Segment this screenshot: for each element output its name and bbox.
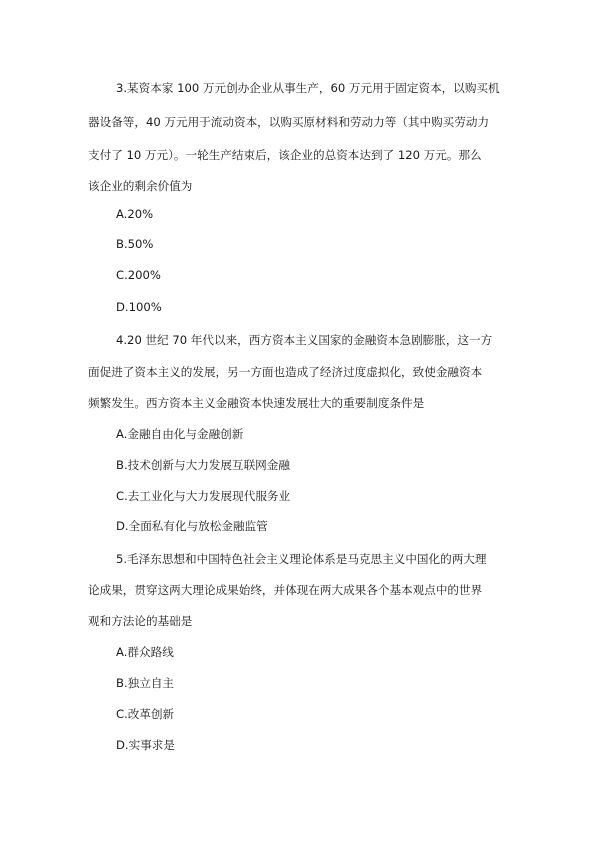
question-4-option-d: D.全面私有化与放松金融监管 — [116, 519, 268, 533]
question-3-stem-line-2: 器设备等，40 万元用于流动资本，以购买原材料和劳动力等（其中购买劳动力 — [88, 115, 490, 129]
question-3-stem-line-3: 支付了 10 万元）。一轮生产结束后，该企业的总资本达到了 120 万元。那么 — [88, 148, 482, 162]
question-3-stem-line-1: 3.某资本家 100 万元创办企业从事生产，60 万元用于固定资本，以购买机 — [116, 81, 500, 95]
question-3-option-d: D.100% — [116, 300, 162, 314]
question-5-option-b: B.独立自主 — [116, 676, 175, 690]
question-5-option-a: A.群众路线 — [116, 645, 174, 659]
question-4-option-a: A.金融自由化与金融创新 — [116, 427, 244, 441]
question-5-stem-line-3: 观和方法论的基础是 — [88, 614, 193, 628]
question-3-option-a: A.20% — [116, 207, 154, 221]
question-4-option-b: B.技术创新与大力发展互联网金融 — [116, 458, 290, 472]
question-4-stem-line-2: 面促进了资本主义的发展，另一方面也造成了经济过度虚拟化，致使金融资本 — [88, 365, 483, 379]
question-5-option-d: D.实事求是 — [116, 738, 175, 752]
question-5-option-c: C.改革创新 — [116, 707, 175, 721]
question-3-option-c: C.200% — [116, 268, 161, 282]
question-5-stem-line-1: 5.毛泽东思想和中国特色社会主义理论体系是马克思主义中国化的两大理 — [116, 552, 487, 566]
question-3-option-b: B.50% — [116, 237, 154, 251]
question-4-option-c: C.去工业化与大力发展现代服务业 — [116, 489, 291, 503]
question-5-stem-line-2: 论成果，贯穿这两大理论成果始终，并体现在两大成果各个基本观点中的世界 — [88, 583, 483, 597]
question-3-stem-line-4: 该企业的剩余价值为 — [88, 179, 193, 193]
question-4-stem-line-3: 频繁发生。西方资本主义金融资本快速发展壮大的重要制度条件是 — [88, 396, 425, 410]
question-4-stem-line-1: 4.20 世纪 70 年代以来，西方资本主义国家的金融资本急剧膨胀，这一方 — [116, 333, 493, 347]
